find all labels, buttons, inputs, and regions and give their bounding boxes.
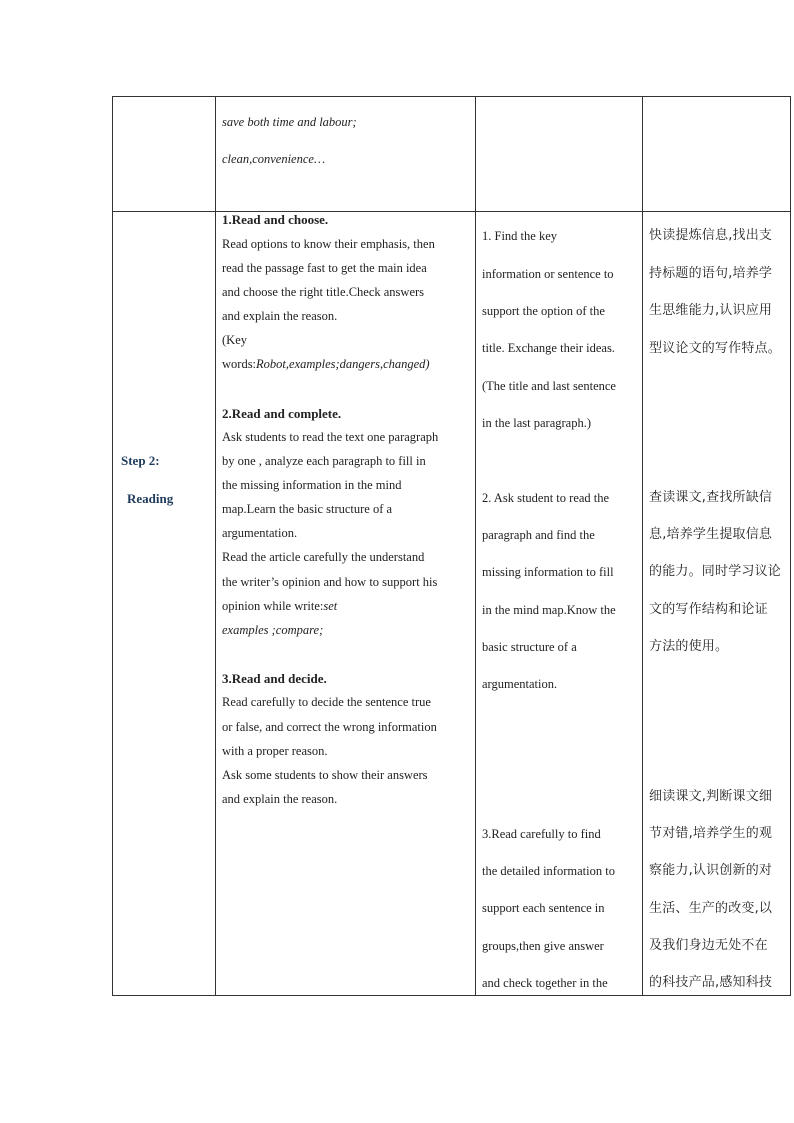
student-line: and check together in the bbox=[482, 976, 608, 990]
activity-line: Read the article carefully the understand bbox=[222, 550, 425, 564]
purpose-line: 快读提炼信息,找出支 bbox=[649, 228, 773, 243]
section-heading: 2.Read and complete. bbox=[222, 406, 342, 421]
purpose-line: 节对错,培养学生的观 bbox=[649, 826, 773, 841]
student-line: missing information to fill bbox=[482, 565, 614, 579]
purpose-line: 细读课文,判断课文细 bbox=[649, 789, 773, 804]
activity-line: the missing information in the mind bbox=[222, 478, 402, 492]
activity-line: (Key bbox=[222, 333, 247, 347]
student-line: support each sentence in bbox=[482, 901, 605, 915]
purpose-line: 察能力,认识创新的对 bbox=[649, 863, 773, 878]
student-line: in the last paragraph.) bbox=[482, 416, 591, 430]
activity-line: clean,convenience… bbox=[222, 152, 326, 166]
activity-line: examples ;compare; bbox=[222, 623, 324, 637]
student-line: (The title and last sentence bbox=[482, 379, 616, 393]
purpose-line: 及我们身边无处不在 bbox=[649, 938, 768, 953]
activity-line: with a proper reason. bbox=[222, 744, 328, 758]
activity-line: map.Learn the basic structure of a bbox=[222, 502, 393, 516]
activity-line: Read carefully to decide the sentence true bbox=[222, 695, 431, 709]
activity-line: argumentation. bbox=[222, 526, 298, 540]
keywords-prefix: words: bbox=[222, 357, 257, 371]
student-line: title. Exchange their ideas. bbox=[482, 341, 615, 355]
student-line: groups,then give answer bbox=[482, 939, 604, 953]
purpose-line: 的科技产品,感知科技 bbox=[649, 975, 773, 990]
section-heading: 3.Read and decide. bbox=[222, 671, 327, 686]
activity-line: by one , analyze each paragraph to fill in bbox=[222, 454, 426, 468]
activity-line: and explain the reason. bbox=[222, 309, 338, 323]
activity-line: Ask students to read the text one paragraph bbox=[222, 430, 439, 444]
activity-line: read the passage fast to get the main idea bbox=[222, 261, 427, 275]
purpose-line: 的能力。同时学习议论 bbox=[649, 564, 782, 579]
keywords-line bbox=[222, 358, 430, 371]
student-line: 1. Find the key bbox=[482, 229, 557, 243]
section-heading: 1.Read and choose. bbox=[222, 212, 329, 227]
line-text: opinion while write: bbox=[222, 599, 324, 613]
purpose-line: 查读课文,查找所缺信 bbox=[649, 490, 773, 505]
purpose-line: 生思维能力,认识应用 bbox=[649, 303, 773, 318]
purpose-line: 型议论文的写作特点。 bbox=[649, 341, 782, 356]
table-col-divider-3 bbox=[642, 96, 643, 996]
activity-line: and choose the right title.Check answers bbox=[222, 285, 425, 299]
table-border-right bbox=[790, 96, 791, 996]
purpose-line: 方法的使用。 bbox=[649, 639, 729, 654]
table-row-divider bbox=[112, 211, 791, 212]
purpose-line: 息,培养学生提取信息 bbox=[649, 527, 773, 542]
activity-line: or false, and correct the wrong information bbox=[222, 720, 437, 734]
step-name: Reading bbox=[127, 491, 174, 506]
activity-line: save both time and labour; bbox=[222, 115, 357, 129]
student-line: basic structure of a bbox=[482, 640, 577, 654]
student-line: 2. Ask student to read the bbox=[482, 491, 610, 505]
table-border-bottom bbox=[112, 995, 791, 996]
purpose-line: 生活、生产的改变,以 bbox=[649, 901, 773, 916]
keywords-list: Robot,examples;dangers,changed) bbox=[256, 357, 430, 371]
step-label: Step 2: bbox=[121, 453, 160, 468]
student-line: 3.Read carefully to find bbox=[482, 827, 601, 841]
line-italic: set bbox=[323, 599, 338, 613]
student-line: argumentation. bbox=[482, 677, 558, 691]
purpose-line: 持标题的语句,培养学 bbox=[649, 266, 773, 281]
activity-line: the writer’s opinion and how to support his bbox=[222, 575, 438, 589]
activity-line: and explain the reason. bbox=[222, 792, 338, 806]
student-line: information or sentence to bbox=[482, 267, 614, 281]
student-line: paragraph and find the bbox=[482, 528, 595, 542]
student-line: support the option of the bbox=[482, 304, 605, 318]
table-border-left bbox=[112, 96, 113, 996]
table-col-divider-2 bbox=[475, 96, 476, 996]
activity-line bbox=[222, 600, 337, 613]
table-border-top bbox=[112, 96, 791, 97]
table-col-divider-1 bbox=[215, 96, 216, 996]
student-line: in the mind map.Know the bbox=[482, 603, 616, 617]
student-line: the detailed information to bbox=[482, 864, 615, 878]
purpose-line: 文的写作结构和论证 bbox=[649, 602, 768, 617]
activity-line: Read options to know their emphasis, then bbox=[222, 237, 435, 251]
activity-line: Ask some students to show their answers bbox=[222, 768, 428, 782]
